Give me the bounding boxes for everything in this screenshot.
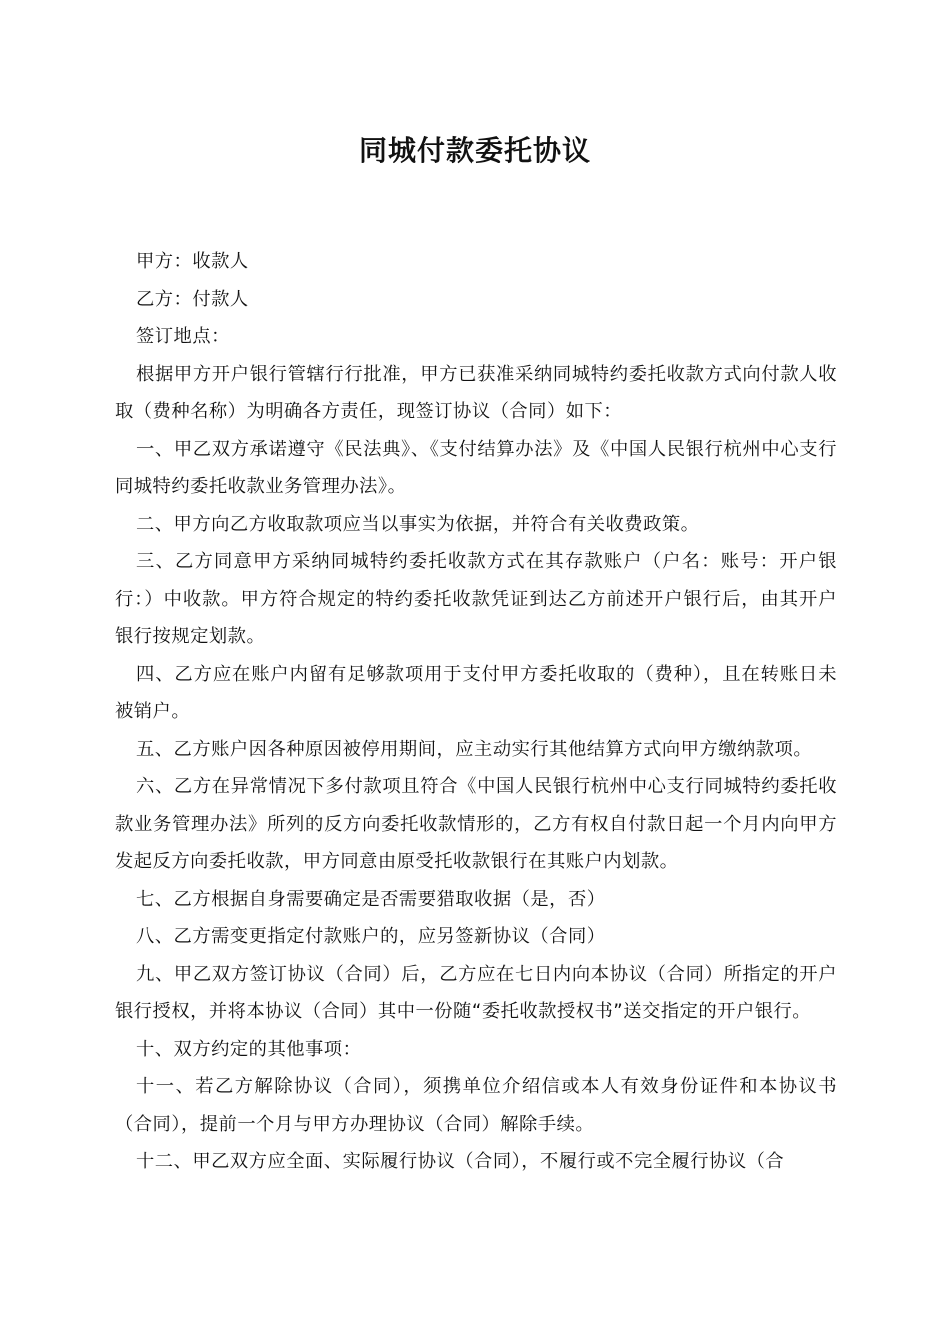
- party-a-line: 甲方：收款人: [136, 251, 249, 272]
- clause-3: 三、乙方同意甲方采纳同城特约委托收款方式在其存款账户（户名：账号：开户银行：）中收款。甲方符合规定的特约委托收款凭证到达乙方前述开户银行后，由其开户银行按规定划款。: [115, 551, 837, 647]
- clause-8: 八、乙方需变更指定付款账户的，应另签新协议（合同）: [136, 926, 606, 947]
- clause-6: 六、乙方在异常情况下多付款项且符合《中国人民银行杭州中心支行同城特约委托收款业务管理办法》所列的反方向委托收款情形的，乙方有权自付款日起一个月内向甲方发起反方向委托收款，甲方同意由原受托收款银行在其账户内划款。: [115, 776, 837, 872]
- clause-5: 五、乙方账户因各种原因被停用期间，应主动实行其他结算方式向甲方缴纳款项。: [136, 738, 813, 760]
- clause-11: 十一、若乙方解除协议（合同），须携单位介绍信或本人有效身份证件和本协议书（合同），提前一个月与甲方办理协议（合同）解除手续。: [115, 1076, 837, 1135]
- clause-4: 四、乙方应在账户内留有足够款项用于支付甲方委托收取的（费种），且在转账日未被销户。: [115, 663, 837, 722]
- clause-10: 十、双方约定的其他事项：: [136, 1038, 362, 1060]
- party-b-line: 乙方：付款人: [136, 288, 249, 310]
- document-title: 同城付款委托协议: [358, 134, 591, 167]
- clause-1: 一、甲乙双方承诺遵守《民法典》、《支付结算办法》及《中国人民银行杭州中心支行同城特约委托收款业务管理办法》。: [115, 438, 837, 497]
- document-body: [115, 243, 837, 1181]
- clause-9: 九、甲乙双方签订协议（合同）后，乙方应在七日内向本协议（合同）所指定的开户银行授权，并将本协议（合同）其中一份随“委托收款授权书”送交指定的开户银行。: [115, 963, 837, 1022]
- signing-place-line: 签订地点：: [136, 326, 230, 347]
- clause-2: 二、甲方向乙方收取款项应当以事实为依据，并符合有关收费政策。: [136, 513, 700, 535]
- preamble-paragraph: 根据甲方开户银行管辖行行批准，甲方已获准采纳同城特约委托收款方式向付款人收取（费种名称）为明确各方责任，现签订协议（合同）如下：: [115, 363, 837, 422]
- clause-12: 十二、甲乙双方应全面、实际履行协议（合同），不履行或不完全履行协议（合: [136, 1151, 785, 1172]
- clause-7: 七、乙方根据自身需要确定是否需要猎取收据（是，否）: [136, 888, 606, 910]
